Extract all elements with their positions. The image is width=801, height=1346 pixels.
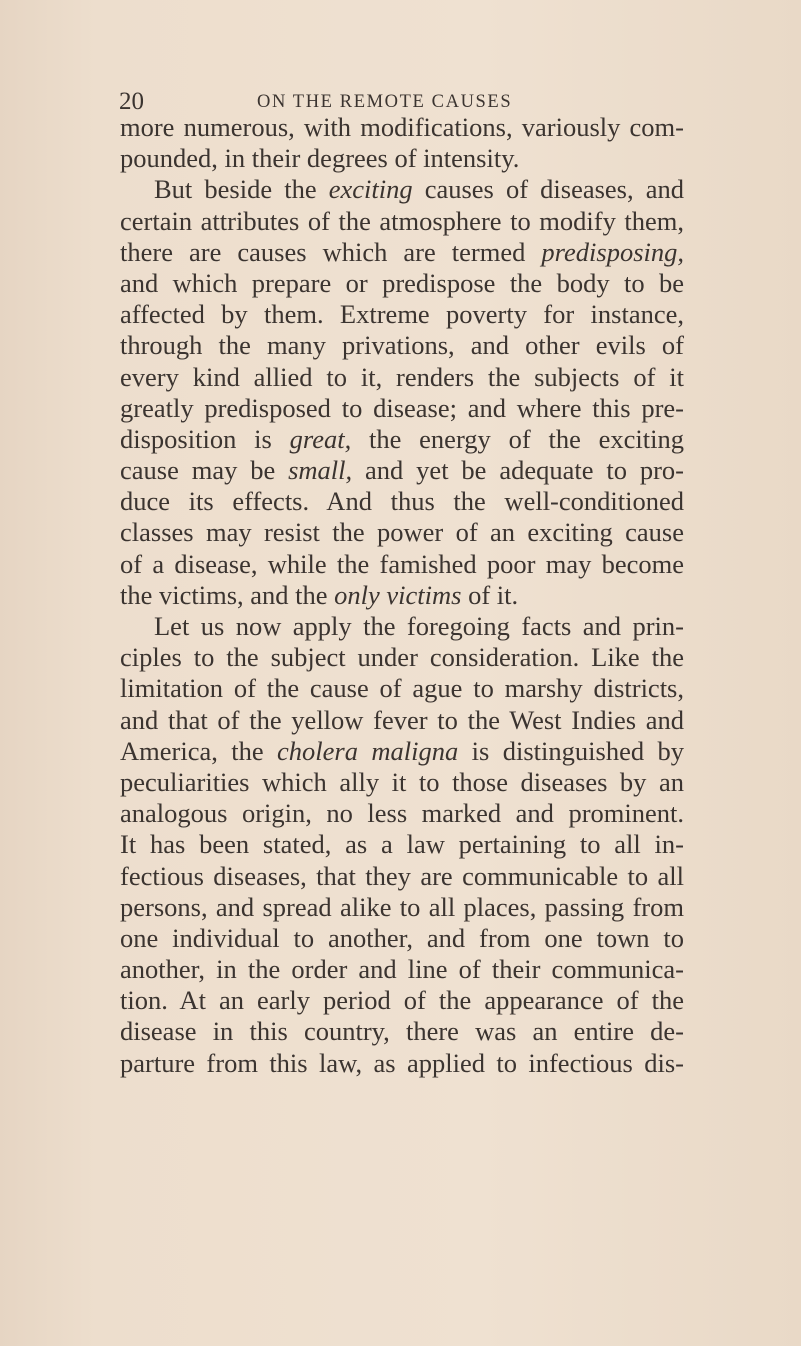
text-line — [120, 611, 684, 642]
text-segment: another, in the order and line of their communica- — [120, 954, 684, 985]
text-line — [120, 705, 684, 736]
text-line — [120, 580, 684, 611]
text-segment: certain attributes of the atmosphere to modify them, — [120, 205, 684, 236]
text-segment: is distinguished by — [458, 735, 684, 766]
text-segment: limitation of the cause of ague to marshy districts, — [120, 673, 684, 704]
text-line — [120, 642, 684, 673]
text-segment: It has been stated, as a law pertaining to all in- — [120, 829, 684, 860]
text-line — [120, 330, 684, 361]
text-line — [120, 736, 684, 767]
text-segment: and which prepare or predispose the body to be — [120, 267, 684, 298]
italic-text: predisposing, — [541, 236, 684, 267]
italic-text: only victims — [334, 579, 462, 610]
text-line — [120, 673, 684, 704]
text-line — [120, 1016, 684, 1047]
page-number: 20 — [119, 88, 144, 115]
text-segment: there are causes which are termed — [120, 236, 542, 267]
text-segment: America, the — [120, 735, 278, 766]
text-segment: pounded, in their degrees of intensity. — [120, 143, 520, 174]
text-segment: ciples to the subject under consideration. Like the — [120, 642, 684, 673]
text-segment: causes of diseases, and — [412, 174, 684, 205]
text-line — [120, 112, 684, 143]
text-line — [120, 829, 684, 860]
text-segment: more numerous, with modifications, variously com- — [120, 112, 684, 142]
text-line — [120, 486, 684, 517]
text-segment: one individual to another, and from one town to — [120, 922, 684, 953]
text-segment: through the many privations, and other evils of — [120, 330, 684, 361]
text-segment: Let us now apply the foregoing facts and prin- — [154, 611, 684, 641]
text-segment: and yet be adequate to pro- — [352, 455, 684, 486]
text-line — [120, 237, 684, 268]
text-line — [120, 206, 684, 237]
text-line — [120, 174, 684, 205]
text-line — [120, 549, 684, 580]
text-line — [120, 299, 684, 330]
text-segment: the victims, and the — [120, 579, 335, 610]
text-segment: disease in this country, there was an entire de- — [120, 1016, 684, 1047]
text-line — [120, 424, 684, 455]
text-line — [120, 954, 684, 985]
text-line — [120, 362, 684, 393]
text-segment: tion. At an early period of the appearance of the — [120, 985, 684, 1016]
text-line — [120, 455, 684, 486]
text-segment: of it. — [461, 579, 519, 610]
text-line — [120, 517, 684, 548]
text-segment: But beside the — [154, 174, 329, 205]
text-line — [120, 923, 684, 954]
text-line — [120, 861, 684, 892]
text-line — [120, 393, 684, 424]
running-head: ON THE REMOTE CAUSES — [257, 92, 513, 112]
text-line — [120, 268, 684, 299]
text-segment: analogous origin, no less marked and prominent. — [120, 798, 684, 829]
text-segment: fectious diseases, that they are communicable to all — [120, 860, 684, 891]
italic-text: exciting — [328, 174, 413, 205]
text-line — [120, 985, 684, 1016]
text-segment: parture from this law, as applied to infectious dis- — [120, 1047, 684, 1078]
italic-text: great, — [289, 423, 352, 454]
text-segment: disposition is — [120, 423, 290, 454]
italic-text: cholera maligna — [277, 735, 459, 766]
text-line — [120, 1048, 684, 1079]
text-segment: of a disease, while the famished poor may become — [120, 548, 684, 579]
text-segment: the energy of the exciting — [351, 423, 684, 454]
text-segment: affected by them. Extreme poverty for instance, — [120, 299, 684, 330]
text-segment: greatly predisposed to disease; and where this pre- — [120, 392, 684, 423]
text-segment: duce its effects. And thus the well-conditioned — [120, 486, 684, 517]
text-line — [120, 892, 684, 923]
body-text — [120, 112, 684, 1079]
text-segment: and that of the yellow fever to the West Indies and — [120, 704, 684, 735]
text-segment: every kind allied to it, renders the subjects of it — [120, 361, 684, 392]
text-line — [120, 143, 684, 174]
text-segment: persons, and spread alike to all places, passing from — [120, 891, 684, 922]
text-segment: classes may resist the power of an exciting cause — [120, 517, 684, 548]
text-line — [120, 798, 684, 829]
text-line — [120, 767, 684, 798]
text-segment: peculiarities which ally it to those diseases by an — [120, 766, 684, 797]
text-segment: cause may be — [120, 455, 289, 486]
italic-text: small, — [288, 455, 353, 486]
